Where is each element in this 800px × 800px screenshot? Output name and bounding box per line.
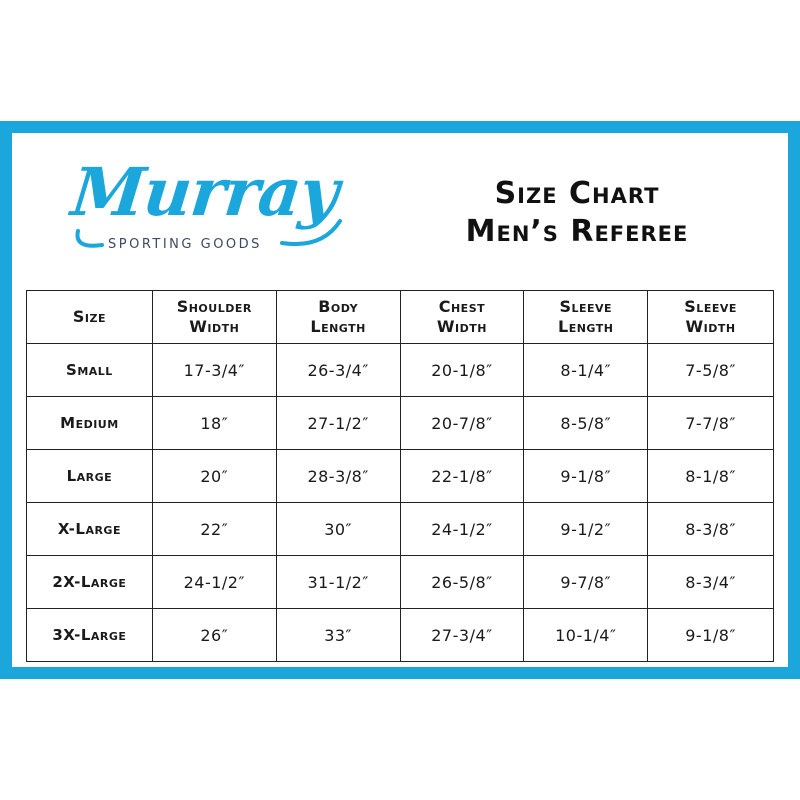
body-length-cell: 33″ [276, 609, 400, 662]
size-table [26, 290, 774, 662]
chest-width-cell: 26-5/8″ [400, 556, 524, 609]
table-row [27, 609, 774, 662]
header-chest-width: Chest Width [400, 291, 524, 344]
size-cell: 3X-Large [27, 609, 153, 662]
chest-width-cell: 22-1/8″ [400, 450, 524, 503]
sleeve-length-cell: 10-1/4″ [524, 609, 648, 662]
shoulder-width-cell: 20″ [152, 450, 276, 503]
shoulder-width-cell: 26″ [152, 609, 276, 662]
shoulder-width-cell: 24-1/2″ [152, 556, 276, 609]
table-row [27, 397, 774, 450]
sleeve-width-cell: 7-7/8″ [648, 397, 774, 450]
sleeve-length-cell: 9-7/8″ [524, 556, 648, 609]
header-row [27, 291, 774, 344]
chest-width-cell: 20-1/8″ [400, 344, 524, 397]
header-sleeve-width: Sleeve Width [648, 291, 774, 344]
chest-width-cell: 20-7/8″ [400, 397, 524, 450]
size-cell: Small [27, 344, 153, 397]
shoulder-width-cell: 22″ [152, 503, 276, 556]
sleeve-width-cell: 8-1/8″ [648, 450, 774, 503]
brand-name: Murray [67, 153, 342, 231]
sleeve-width-cell: 8-3/8″ [648, 503, 774, 556]
body-length-cell: 27-1/2″ [276, 397, 400, 450]
sleeve-length-cell: 9-1/8″ [524, 450, 648, 503]
body-length-cell: 31-1/2″ [276, 556, 400, 609]
title-line-2: Men’s Referee [465, 214, 689, 249]
blue-frame [0, 121, 800, 679]
body-length-cell: 26-3/4″ [276, 344, 400, 397]
brand-tagline: SPORTING GOODS [108, 237, 262, 252]
shoulder-width-cell: 17-3/4″ [152, 344, 276, 397]
sleeve-width-cell: 8-3/4″ [648, 556, 774, 609]
sleeve-width-cell: 7-5/8″ [648, 344, 774, 397]
sleeve-length-cell: 8-5/8″ [524, 397, 648, 450]
table-row [27, 344, 774, 397]
table-row [27, 556, 774, 609]
size-cell: X-Large [27, 503, 153, 556]
sleeve-length-cell: 8-1/4″ [524, 344, 648, 397]
brand-logo [67, 153, 362, 252]
header-shoulder-width: Shoulder Width [152, 291, 276, 344]
sleeve-width-cell: 9-1/8″ [648, 609, 774, 662]
chart-title [432, 175, 722, 251]
header-sleeve-length: Sleeve Length [524, 291, 648, 344]
shoulder-width-cell: 18″ [152, 397, 276, 450]
title-line-1: Size Chart [494, 176, 660, 211]
body-length-cell: 28-3/8″ [276, 450, 400, 503]
body-length-cell: 30″ [276, 503, 400, 556]
table-row [27, 503, 774, 556]
chest-width-cell: 27-3/4″ [400, 609, 524, 662]
chest-width-cell: 24-1/2″ [400, 503, 524, 556]
header-body-length: Body Length [276, 291, 400, 344]
size-cell: Large [27, 450, 153, 503]
table-row [27, 450, 774, 503]
header-size: Size [27, 291, 153, 344]
size-cell: 2X-Large [27, 556, 153, 609]
size-chart-panel [12, 133, 788, 667]
size-cell: Medium [27, 397, 153, 450]
sleeve-length-cell: 9-1/2″ [524, 503, 648, 556]
